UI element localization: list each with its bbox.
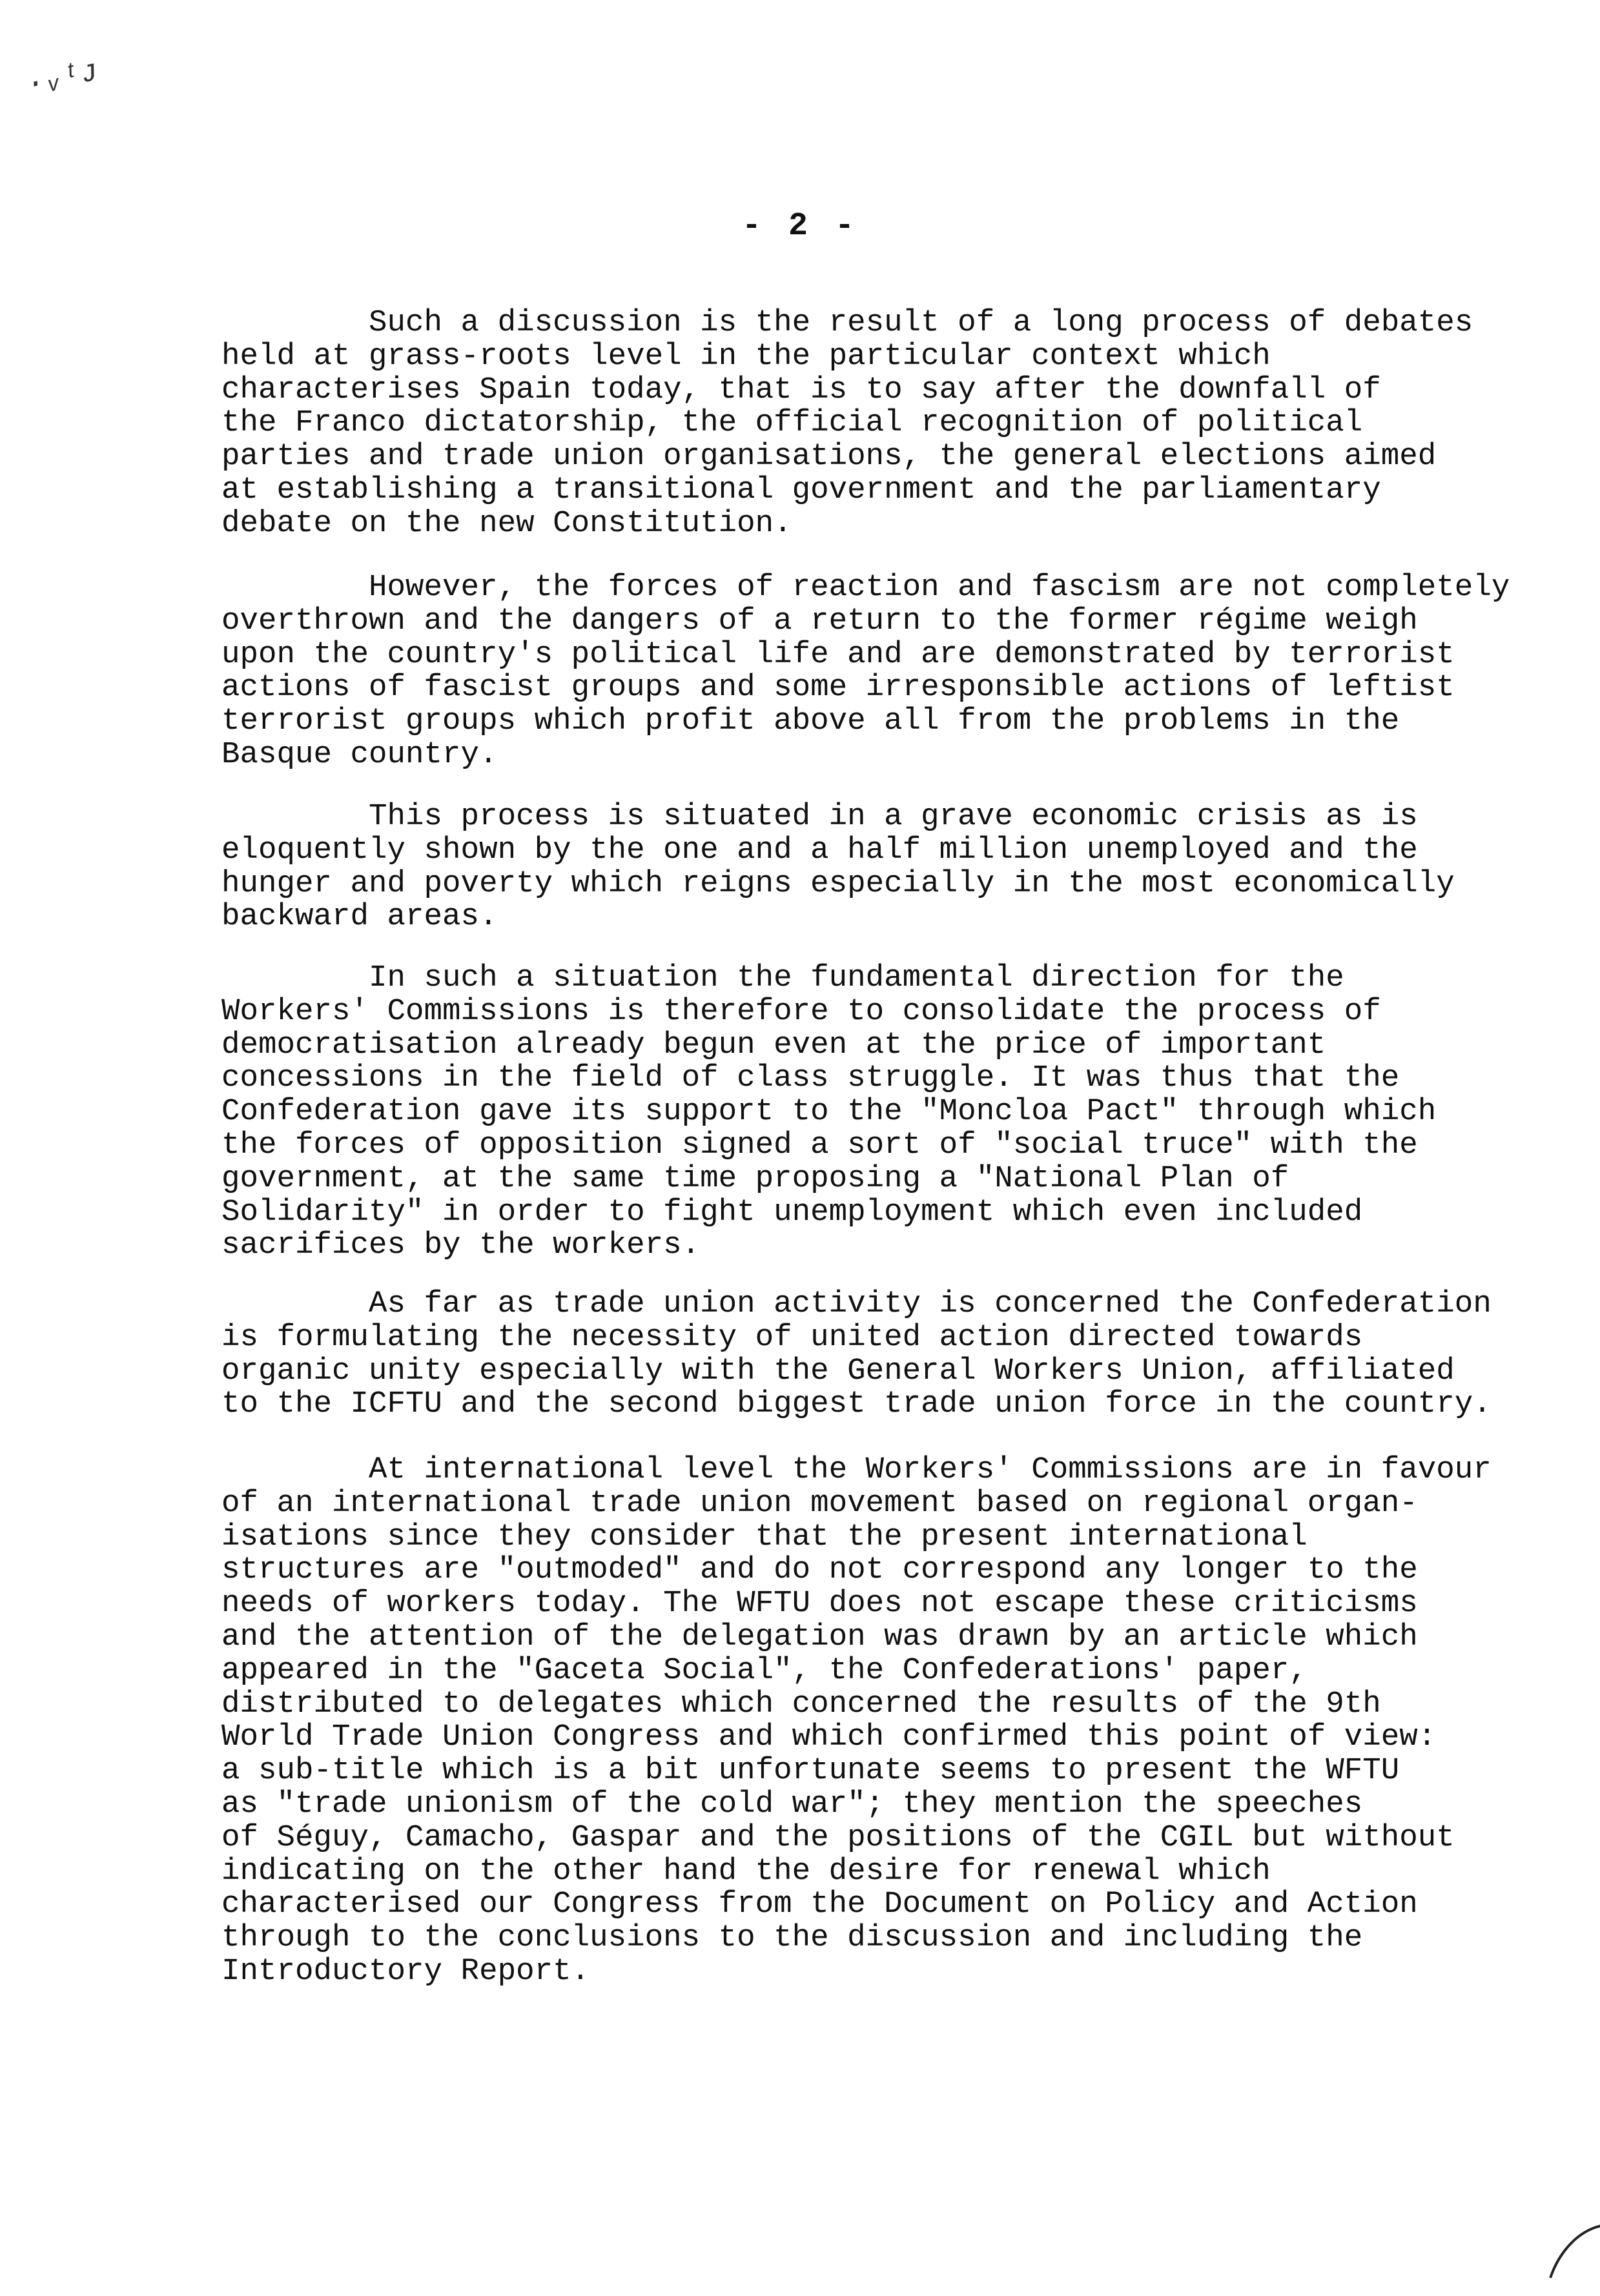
paragraph-trade-union-activity: As far as trade union activity is concerned the Confederation is formulating the necessity of united action directed towards organic unity especially with the General Workers Union, affiliated to the ICFTU and the second biggest trade union force in the country.	[221, 1286, 1492, 1422]
paragraph-forces-of-reaction: However, the forces of reaction and fascism are not completely overthrown and the dangers of a return to the former régime weigh upon the country's political life and are demonstrated by terrorist actions of fascist groups and some irresponsible actions of leftist terrorist groups which profit above all from the problems in the Basque country.	[221, 570, 1510, 772]
paragraph-economic-crisis: This process is situated in a grave economic crisis as is eloquently shown by the one and a half million unemployed and the hunger and poverty which reigns especially in the most economically backward areas.	[221, 799, 1455, 935]
paragraph-fundamental-direction: In such a situation the fundamental direction for the Workers' Commissions is therefore to consolidate the process of democratisation already begun even at the price of important concessions in the field of class struggle. It was thus that the Confederation gave its support to the "Moncloa Pact" through which the forces of opposition signed a sort of "social truce" with the government, at the same time proposing a "National Plan of Solidarity" in order to fight unemployment which even included sacrifices by the workers.	[221, 960, 1437, 1263]
paragraph-international-level: At international level the Workers' Commissions are in favour of an international trade union movement based on regional organ- isations since they consider that the present international structures are "outmoded" and do not correspond any longer to the needs of workers today. The WFTU does not escape these criticisms and the attention of the delegation was drawn by an article which appeared in the "Gaceta Social", the Confederations' paper, distributed to delegates which concerned the results of the 9th World Trade Union Congress and which confirmed this point of view: a sub-title which is a bit unfortunate seems to present the WFTU as "trade unionism of the cold war"; they mention the speeches of Séguy, Camacho, Gaspar and the positions of the CGIL but without indicating on the other hand the desire for renewal which characterised our Congress from the Document on Policy and Action through to the conclusions to the discussion and including the Introductory Report.	[221, 1452, 1492, 1989]
page-edge-curl-mark	[1549, 2208, 1600, 2296]
paragraph-discussion-context: Such a discussion is the result of a long process of debates held at grass-roots level in the particular context which characterises Spain today, that is to say after the downfall of the Franco dictatorship, the official recognition of political parties and trade union organisations, the general elections aimed at establishing a transitional government and the parliamentary debate on the new Constitution.	[221, 305, 1473, 541]
page-number: - 2 -	[741, 208, 859, 245]
handwritten-corner-mark: ·ᵥᵗᴊ	[23, 54, 103, 104]
